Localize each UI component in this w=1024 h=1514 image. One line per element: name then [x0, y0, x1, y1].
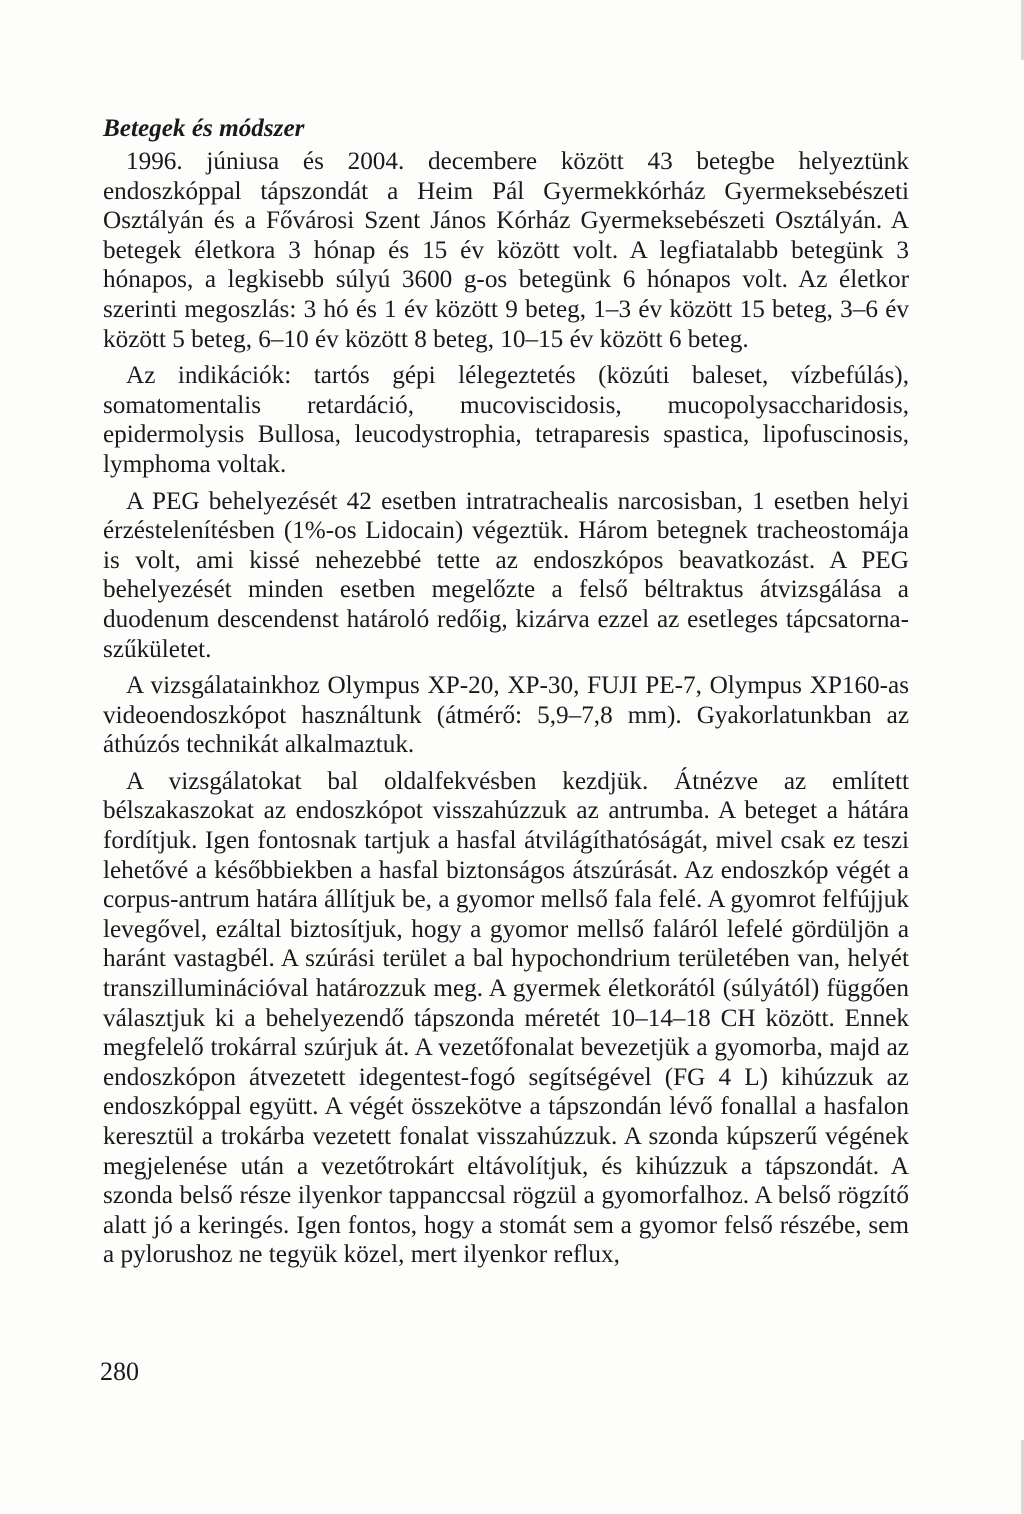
page-number: 280	[100, 1357, 139, 1386]
paragraph-procedure: A vizsgálatokat bal oldalfekvésben kezdjük. Átnézve az említett bélszakaszokat az endoszkópot visszahúzzuk az antrumba. A beteget a hátára fordítjuk. Igen fontosnak tartjuk a hasfal átvilágíthatóságát, mivel csak ez teszi lehetővé a későbbiekben a hasfal biztonságos átszúrását. Az endoszkóp végét a corpus-antrum határa állítjuk be, a gyomor mellső fala felé. A gyomrot felfújjuk levegővel, ezáltal biztosítjuk, hogy a gyomor mellső faláról lefelé gördüljön a haránt vastagbél. A szúrási terület a bal hypochondrium területében van, helyét transzilluminációval határozzuk meg. A gyermek életkorától (súlyától) függően választjuk ki a behelyezendő tápszonda méretét 10–14–18 CH között. Ennek megfelelő trokárral szúrjuk át. A vezetőfonalat bevezetjük a gyomorba, majd az endoszkópon átvezetett idegentest-fogó segítségével (FG 4 L) kihúzzuk az endoszkóppal együtt. A végét összekötve a tápszondán lévő fonallal a hasfalon keresztül a trokárba vezetett fonalat visszahúzzuk. A szonda kúpszerű végének megjelenése után a vezetőtrokárt eltávolítjuk, és kihúzzuk a tápszondát. A szonda belső része ilyenkor tappanccsal rögzül a gyomorfalhoz. A belső rögzítő alatt jó a keringés. Igen fontos, hogy a stomát sem a gyomor felső részébe, sem a pylorushoz ne tegyük közel, mert ilyenkor reflux,	[103, 767, 909, 1269]
paragraph-indications: Az indikációk: tartós gépi lélegeztetés (közúti baleset, vízbefúlás), somatomentalis retardáció, mucoviscidosis, mucopolysaccharidosis, epidermolysis Bullosa, leucodystrophia, tetraparesis spastica, lipofuscinosis, lymphoma voltak.	[103, 362, 909, 478]
paragraph-equipment: A vizsgálatainkhoz Olympus XP-20, XP-30, FUJI PE-7, Olympus XP160-as videoendoszkópot használtunk (átmérő: 5,9–7,8 mm). Gyakorlatunkban az áthúzós technikát alkalmaztuk.	[103, 672, 909, 759]
paragraph-patients: 1996. júniusa és 2004. decembere között 43 betegbe helyeztünk endoszkóppal tápszondát a Heim Pál Gyermekkórház Gyermeksebészeti Osztályán és a Fővárosi Szent János Kórház Gyermeksebészeti Osztályán. A betegek életkora 3 hónap és 15 év között volt. A legfiatalabb betegünk 3 hónapos, a legkisebb súlyú 3600 g-os betegünk 6 hónapos volt. Az életkor szerinti megoszlás: 3 hó és 1 év között 9 beteg, 1–3 év között 15 beteg, 3–6 év között 5 beteg, 6–10 év között 8 beteg, 10–15 év között 6 beteg.	[103, 148, 909, 353]
body-text	[103, 113, 909, 1270]
paragraph-anesthesia: A PEG behelyezését 42 esetben intratrachealis narcosisban, 1 esetben helyi érzéstelenítésben (1%-os Lidocain) végeztük. Három betegnek tracheostomája is volt, ami kissé nehezebbé tette az endoszkópos beavatkozást. A PEG behelyezését minden esetben megelőzte a felső béltraktus átvizsgálása a duodenum descendenst határoló redőig, kizárva ezzel az esetleges tápcsatorna-szűkületet.	[103, 487, 909, 663]
section-heading: Betegek és módszer	[103, 115, 305, 142]
